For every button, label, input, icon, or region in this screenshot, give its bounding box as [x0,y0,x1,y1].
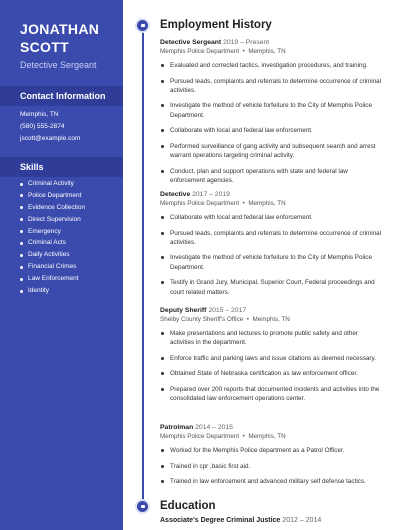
sidebar [0,0,123,530]
skills-heading: Skills [20,162,44,172]
job-bullet: Trained in law enforcement and advanced military self defense tactics. [160,477,382,486]
job-bullet: Investigate the method of vehicle forfeiture to the City of Memphis Police Department. [160,253,382,272]
job-entry-employer: Shelby County Sheriff's Office [160,316,244,323]
job-entry-dates: 2017 – 2019 [192,191,230,198]
job-entry: Deputy Sheriff 2015 – 2017 Shelby County Sheriff's Office • Memphis, TN Make presentations and lectures to promote public safety and other activities in the department. Enforce traffic and parking laws and issue citations as deemed necessary. Obtained State of Nebraska certification as law enforcement officer. Prepared over 200 reports that documented incidents and activities into the consolidated law enforcement operations center. [160,306,382,410]
job-bullet: Evaluated and corrected tactics, investigation procedures, and training. [160,61,382,70]
job-entry: Detective 2017 – 2019 Memphis Police Department • Memphis, TN Collaborate with local and federal law enforcement. Pursued leads, complaints and referrals to determine occurrence of criminal activities. Investigate the method of vehicle forfeiture to the City of Memphis Police Department. Testify in Grand Jury, Municipal, Superior Court, Federal proceedings and court related matters. [160,191,382,296]
job-entry-employer: Memphis Police Department [160,200,240,207]
skills-list [20,178,85,297]
job-entry-employer: Memphis Police Department [160,48,240,55]
job-bullet: Performed surveillance of gang activity and subsequent search and arrest warrant operations targeting criminal activity. [160,142,382,161]
contact-heading-band [0,86,123,106]
job-bullet: Make presentations and lectures to promote public safety and other activities in the department. [160,329,382,348]
skills-heading-band [0,157,123,177]
job-bullet: Trained in cpr ,basic first aid. [160,462,382,471]
job-bullet: Testify in Grand Jury, Municipal, Superior Court, Federal proceedings and court related matters. [160,278,382,297]
employment-heading: Employment History [160,19,272,31]
job-bullet: Conduct, plan and support operations with state and federal law enforcement agencies. [160,167,382,186]
job-bullet: Pursued leads, complaints and referrals to determine occurrence of criminal activities. [160,77,382,96]
graduation-icon [135,499,150,514]
last-name: SCOTT [20,39,69,55]
contact-heading: Contact Information [20,91,106,101]
job-entry-title: Patrolman [160,424,194,431]
skill-item: Criminal Activity [20,178,85,190]
timeline-line [142,24,144,510]
job-entry-location: Memphis, TN [248,433,286,440]
contact-phone[interactable]: (580) 555-2874 [20,123,65,130]
job-title: Detective Sergeant [20,60,97,70]
job-entry-dates: 2019 – Present [223,39,270,46]
job-entry-employer: Memphis Police Department [160,433,240,440]
contact-email[interactable]: jscott@example.com [20,135,81,142]
job-entry: Patrolman 2014 – 2015 Memphis Police Department • Memphis, TN Worked for the Memphis Police department as a Patrol Officer. Trained in cpr ,basic first aid. Trained in law enforcement and advanced military self defense tactics. [160,423,382,493]
job-bullet: Investigate the method of vehicle forfeiture to the City of Memphis Police Department. [160,101,382,120]
skill-item: Identity [20,285,85,297]
skill-item: Daily Activities [20,249,85,261]
skill-item: Law Enforcement [20,273,85,285]
skill-item: Emergency [20,226,85,238]
job-entry-dates: 2014 – 2015 [195,424,233,431]
skill-item: Criminal Acts [20,237,85,249]
candidate-name [20,20,120,56]
job-bullet: Collaborate with local and federal law enforcement. [160,213,382,222]
job-bullet: Prepared over 200 reports that documented incidents and activities into the consolidated law enforcement operations center. [160,385,382,404]
job-entry-location: Memphis, TN [252,316,290,323]
first-name: JONATHAN [20,21,100,37]
skill-item: Direct Supervision [20,214,85,226]
briefcase-icon [135,18,150,33]
job-bullet: Obtained State of Nebraska certification as law enforcement officer. [160,369,382,378]
education-degree: Associate's Degree Criminal Justice [160,517,281,524]
skill-item: Police Department [20,190,85,202]
job-bullet: Collaborate with local and federal law enforcement. [160,126,382,135]
job-entry-title: Detective [160,191,191,198]
job-entry-location: Memphis, TN [248,48,286,55]
education-entry [160,517,321,524]
education-heading: Education [160,500,216,512]
education-dates: 2012 – 2014 [282,517,322,524]
skill-item: Evidence Collection [20,202,85,214]
job-entry-dates: 2015 – 2017 [208,307,247,314]
contact-location: Memphis, TN [20,111,59,118]
job-entry-title: Detective Sergeant [160,39,222,46]
job-entry-location: Memphis, TN [248,200,286,207]
job-bullet: Worked for the Memphis Police department as a Patrol Officer. [160,446,382,455]
job-entry-title: Deputy Sheriff [160,307,207,314]
job-bullet: Enforce traffic and parking laws and issue citations as deemed necessary. [160,354,382,363]
job-entry: Detective Sergeant 2019 – Present Memphis Police Department • Memphis, TN Evaluated and corrected tactics, investigation procedures, and training. Pursued leads, complaints and referrals to determine occurrence of criminal activities. Investigate the method of vehicle forfeiture to the City of Memphis Police Department. Collaborate with local and federal law enforcement. Performed surveillance of gang activity and subsequent search and arrest warrant operations targeting criminal activity. Conduct, plan and support operations with state and federal law enforcement agencies. [160,39,382,185]
skill-item: Financial Crimes [20,261,85,273]
job-bullet: Pursued leads, complaints and referrals to determine occurrence of criminal activities. [160,229,382,248]
